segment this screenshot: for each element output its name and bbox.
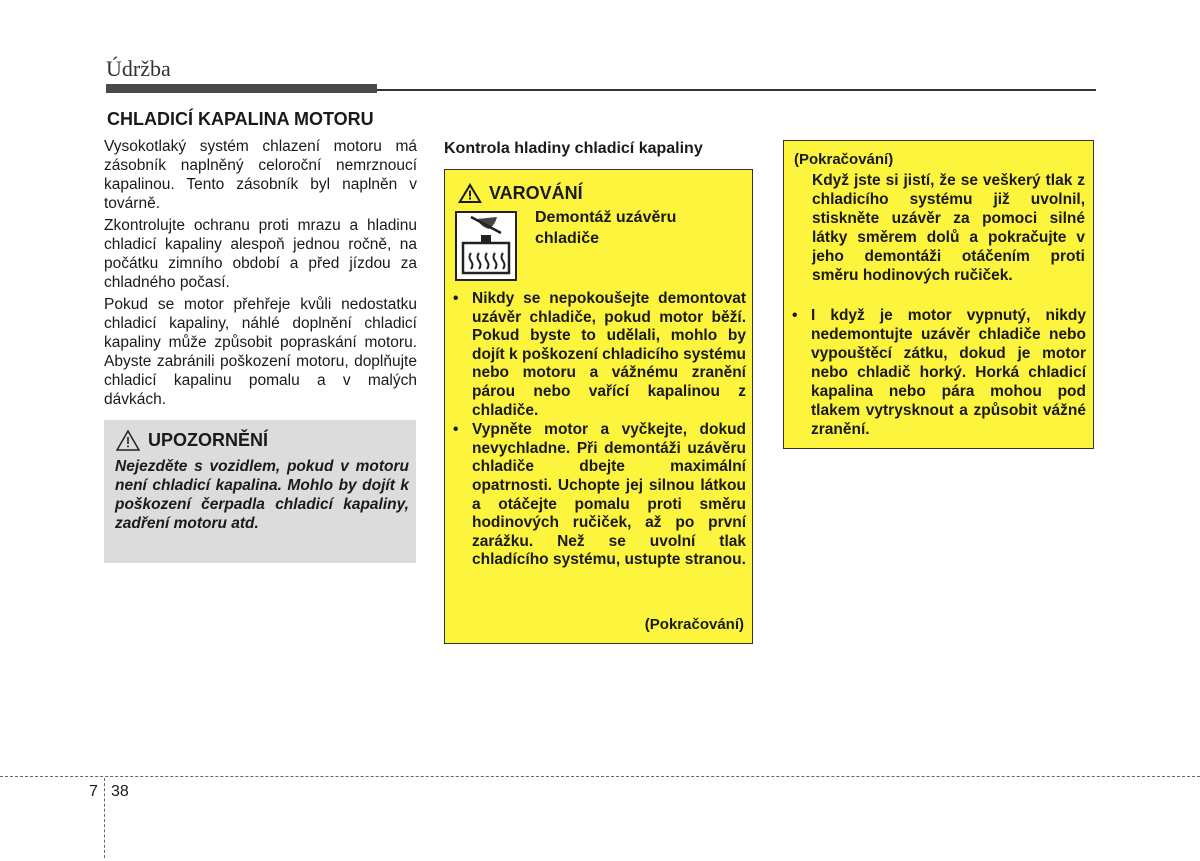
section-title: CHLADICÍ KAPALINA MOTORU: [107, 109, 374, 129]
footer-divider: [0, 776, 1200, 777]
intro-paragraph: Zkontrolujte ochranu proti mrazu a hladinu chladicí kapaliny alespoň jednou ročně, na počátku zimního období a před jízdou za chladného počasí.: [104, 217, 417, 291]
continuation-heading: (Pokračování): [794, 151, 894, 168]
radiator-hot-icon: [457, 213, 515, 279]
list-item: [453, 421, 746, 570]
warning-title: VAROVÁNÍ: [489, 182, 583, 203]
warning-subtitle: Demontáž uzávěru chladiče: [535, 209, 677, 247]
header-rule-accent: [106, 84, 377, 93]
coolant-level-heading: Kontrola hladiny chladicí kapaliny: [444, 140, 703, 157]
list-item: [792, 306, 1086, 439]
caution-text: Nejezděte s vozidlem, pokud v motoru není chladicí kapalina. Mohlo by dojít k poškození čerpadla chladicí kapaliny, zadření motoru atd.: [115, 458, 409, 532]
continuation-paragraph: Když jste si jistí, že se veškerý tlak z chladicího systému již uvolnil, stiskněte uzávěr za pomoci silné látky směrem dolů a pokračujte v jeho demontáži otáčením proti směru hodinových ručiček.: [812, 172, 1085, 284]
continuation-list: [792, 306, 1086, 439]
list-item: [453, 290, 746, 420]
caution-heading: [116, 430, 268, 451]
continuation-item-text: I když je motor vypnutý, nikdy nedemontujte uzávěr chladiče nebo vypouštěcí zátku, dokud je motor nebo chladič horký. Horká chladicí kapalina nebo pára mohou pod tlakem vytrysknout a způsobit vážné zranění.: [811, 307, 1086, 438]
caution-title: UPOZORNĚNÍ: [148, 430, 269, 450]
continued-label: (Pokračování): [644, 616, 744, 633]
warning-triangle-icon: [457, 182, 483, 204]
warning-box: [444, 169, 753, 644]
caution-triangle-icon: [116, 430, 140, 451]
caution-box: [104, 420, 416, 563]
chapter-number: 7: [89, 783, 98, 800]
radiator-pictogram: [455, 211, 517, 281]
warning-heading: [457, 182, 583, 204]
warning-item-text: Nikdy se nepokoušejte demontovat uzávěr chladiče, pokud motor běží. Pokud byste to udělali, mohlo by dojít k poškození chladicího systému nebo motoru a vážnému zranění párou nebo vařící kapalinou z chladiče.: [472, 290, 746, 419]
intro-text-column: [104, 137, 417, 412]
bullet: •: [792, 307, 798, 324]
footer-vertical-divider: [104, 778, 105, 858]
bullet: •: [453, 421, 459, 439]
intro-paragraph: Vysokotlaký systém chlazení motoru má zásobník naplněný celoroční nemrznoucí kapalinou. Tento zásobník byl naplněn v továrně.: [104, 138, 417, 212]
warning-continuation-box: [783, 140, 1094, 449]
warning-item-text: Vypněte motor a vyčkejte, dokud nevychladne. Při demontáži uzávěru chladiče dbejte maximální opatrnosti. Uchopte jej silnou látkou a otáčejte pomalu proti směru hodinových ručiček, až po první zarážku. Než se uvolní tlak chladícího systému, ustupte stranou.: [472, 421, 746, 569]
chapter-title: Údržba: [106, 56, 171, 81]
intro-paragraph: Pokud se motor přehřeje kvůli nedostatku chladicí kapaliny, náhlé doplnění chladicí kapaliny může způsobit popraskání motoru. Abyste zabránili poškození motoru, doplňujte chladicí kapalinu pomalu a v malých dávkách.: [104, 296, 417, 408]
warning-list: [453, 290, 746, 571]
bullet: •: [453, 290, 459, 307]
page-number: 38: [111, 783, 129, 800]
